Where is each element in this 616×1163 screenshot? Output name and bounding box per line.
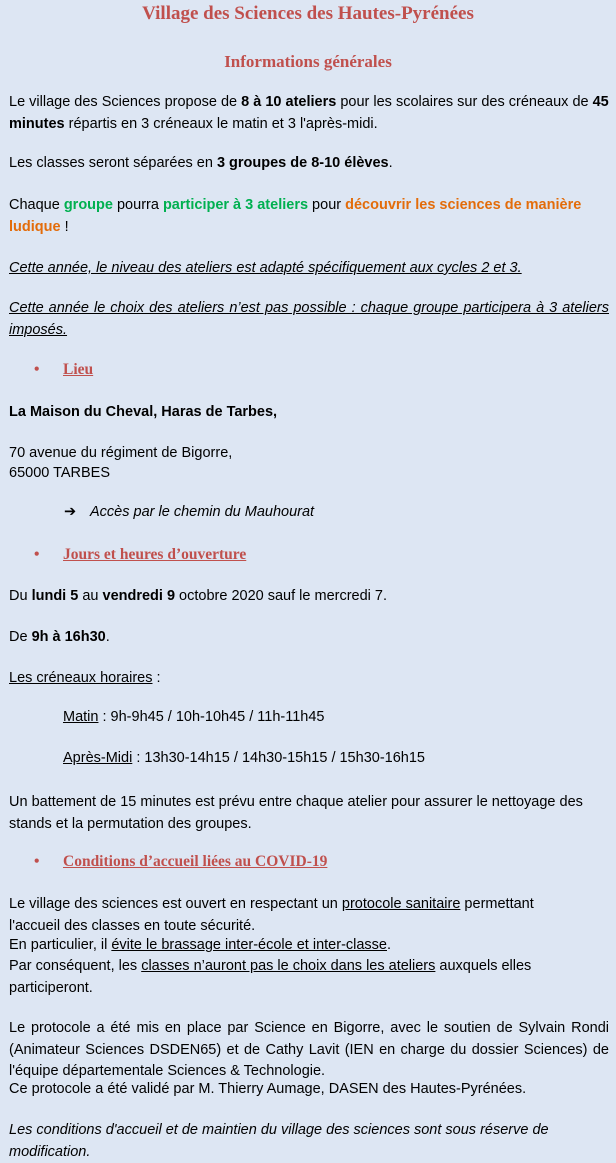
highlight-groupe: groupe bbox=[63, 197, 113, 213]
highlight-ateliers: participer à 3 ateliers bbox=[162, 197, 309, 213]
venue-name: La Maison du Cheval, Haras de Tarbes, bbox=[9, 404, 278, 420]
venue-address-line1: 70 avenue du régiment de Bigorre, bbox=[9, 445, 233, 461]
covid-validation: Ce protocole a été validé par M. Thierry Aumage, DASEN des Hautes-Pyrénées. bbox=[9, 1081, 527, 1097]
highlight-decouvrir: découvrir les sciences de manière ludique bbox=[9, 197, 582, 235]
covid-no-choice: Par conséquent, les classes n’auront pas le choix dans les ateliers auxquels elles participeront. bbox=[9, 958, 532, 996]
slot-duration: 45 minutes bbox=[9, 94, 609, 132]
intro-participation: Chaque groupe pourra participer à 3 ateliers pour découvrir les sciences de manière ludique ! bbox=[9, 197, 582, 235]
venue-address-line2: 65000 TARBES bbox=[9, 465, 111, 481]
access-note: ➔ Accès par le chemin du Mauhourat bbox=[64, 504, 315, 520]
opening-dates: Du lundi 5 au vendredi 9 octobre 2020 sauf le mercredi 7. bbox=[9, 588, 388, 604]
document-subtitle: Informations générales bbox=[224, 52, 392, 71]
bullet-dot-icon: • bbox=[34, 361, 40, 378]
bullet-dot-icon: • bbox=[34, 546, 40, 563]
section-heading-lieu: • Lieu bbox=[34, 361, 94, 378]
group-size: 3 groupes de 8-10 élèves bbox=[216, 155, 389, 171]
section-heading-horaires: • Jours et heures d’ouverture bbox=[34, 546, 247, 563]
morning-slots: Matin : 9h-9h45 / 10h-10h45 / 11h-11h45 bbox=[63, 709, 325, 725]
section-heading-covid: • Conditions d’accueil liées au COVID-19 bbox=[34, 853, 328, 870]
workshop-count: 8 à 10 ateliers bbox=[241, 94, 337, 110]
intro-groups: Les classes seront séparées en 3 groupes de 8-10 élèves. bbox=[9, 155, 393, 171]
opening-hours: De 9h à 16h30. bbox=[9, 629, 110, 645]
covid-protocol: Le village des sciences est ouvert en respectant un protocole sanitaire permettant l'accueil des classes en toute sécurité. bbox=[9, 896, 534, 934]
bullet-dot-icon: • bbox=[34, 853, 40, 870]
arrow-right-icon: ➔ bbox=[64, 504, 77, 520]
covid-protocol-authors: Le protocole a été mis en place par Science en Bigorre, avec le soutien de Sylvain Rondi (Animateur Sciences DSDEN65) et de Cathy Lavit (IEN en charge du dossier Sciences) de l'équipe départementale Sciences & Technologie. bbox=[9, 1020, 609, 1079]
document-title: Village des Sciences des Hautes-Pyrénées bbox=[142, 3, 474, 24]
break-note: Un battement de 15 minutes est prévu entre chaque atelier pour assurer le nettoyage des stands et la permutation des groupes. bbox=[9, 794, 583, 832]
intro-workshops: Le village des Sciences propose de 8 à 10 ateliers pour les scolaires sur des créneaux de 45 minutes répartis en 3 créneaux le matin et 3 l'après-midi. bbox=[9, 94, 609, 132]
afternoon-slots: Après-Midi : 13h30-14h15 / 14h30-15h15 / 15h30-16h15 bbox=[63, 750, 425, 766]
covid-reserve-note: Les conditions d'accueil et de maintien du village des sciences sont sous réserve de modification. bbox=[9, 1122, 549, 1160]
intro-choice-note: Cette année le choix des ateliers n’est pas possible : chaque groupe participera à 3 ateliers imposés. bbox=[9, 300, 609, 338]
slots-label: Les créneaux horaires : bbox=[9, 670, 161, 686]
covid-brassage: En particulier, il évite le brassage inter-école et inter-classe. bbox=[9, 937, 392, 953]
intro-level-note: Cette année, le niveau des ateliers est adapté spécifiquement aux cycles 2 et 3. bbox=[9, 260, 522, 276]
